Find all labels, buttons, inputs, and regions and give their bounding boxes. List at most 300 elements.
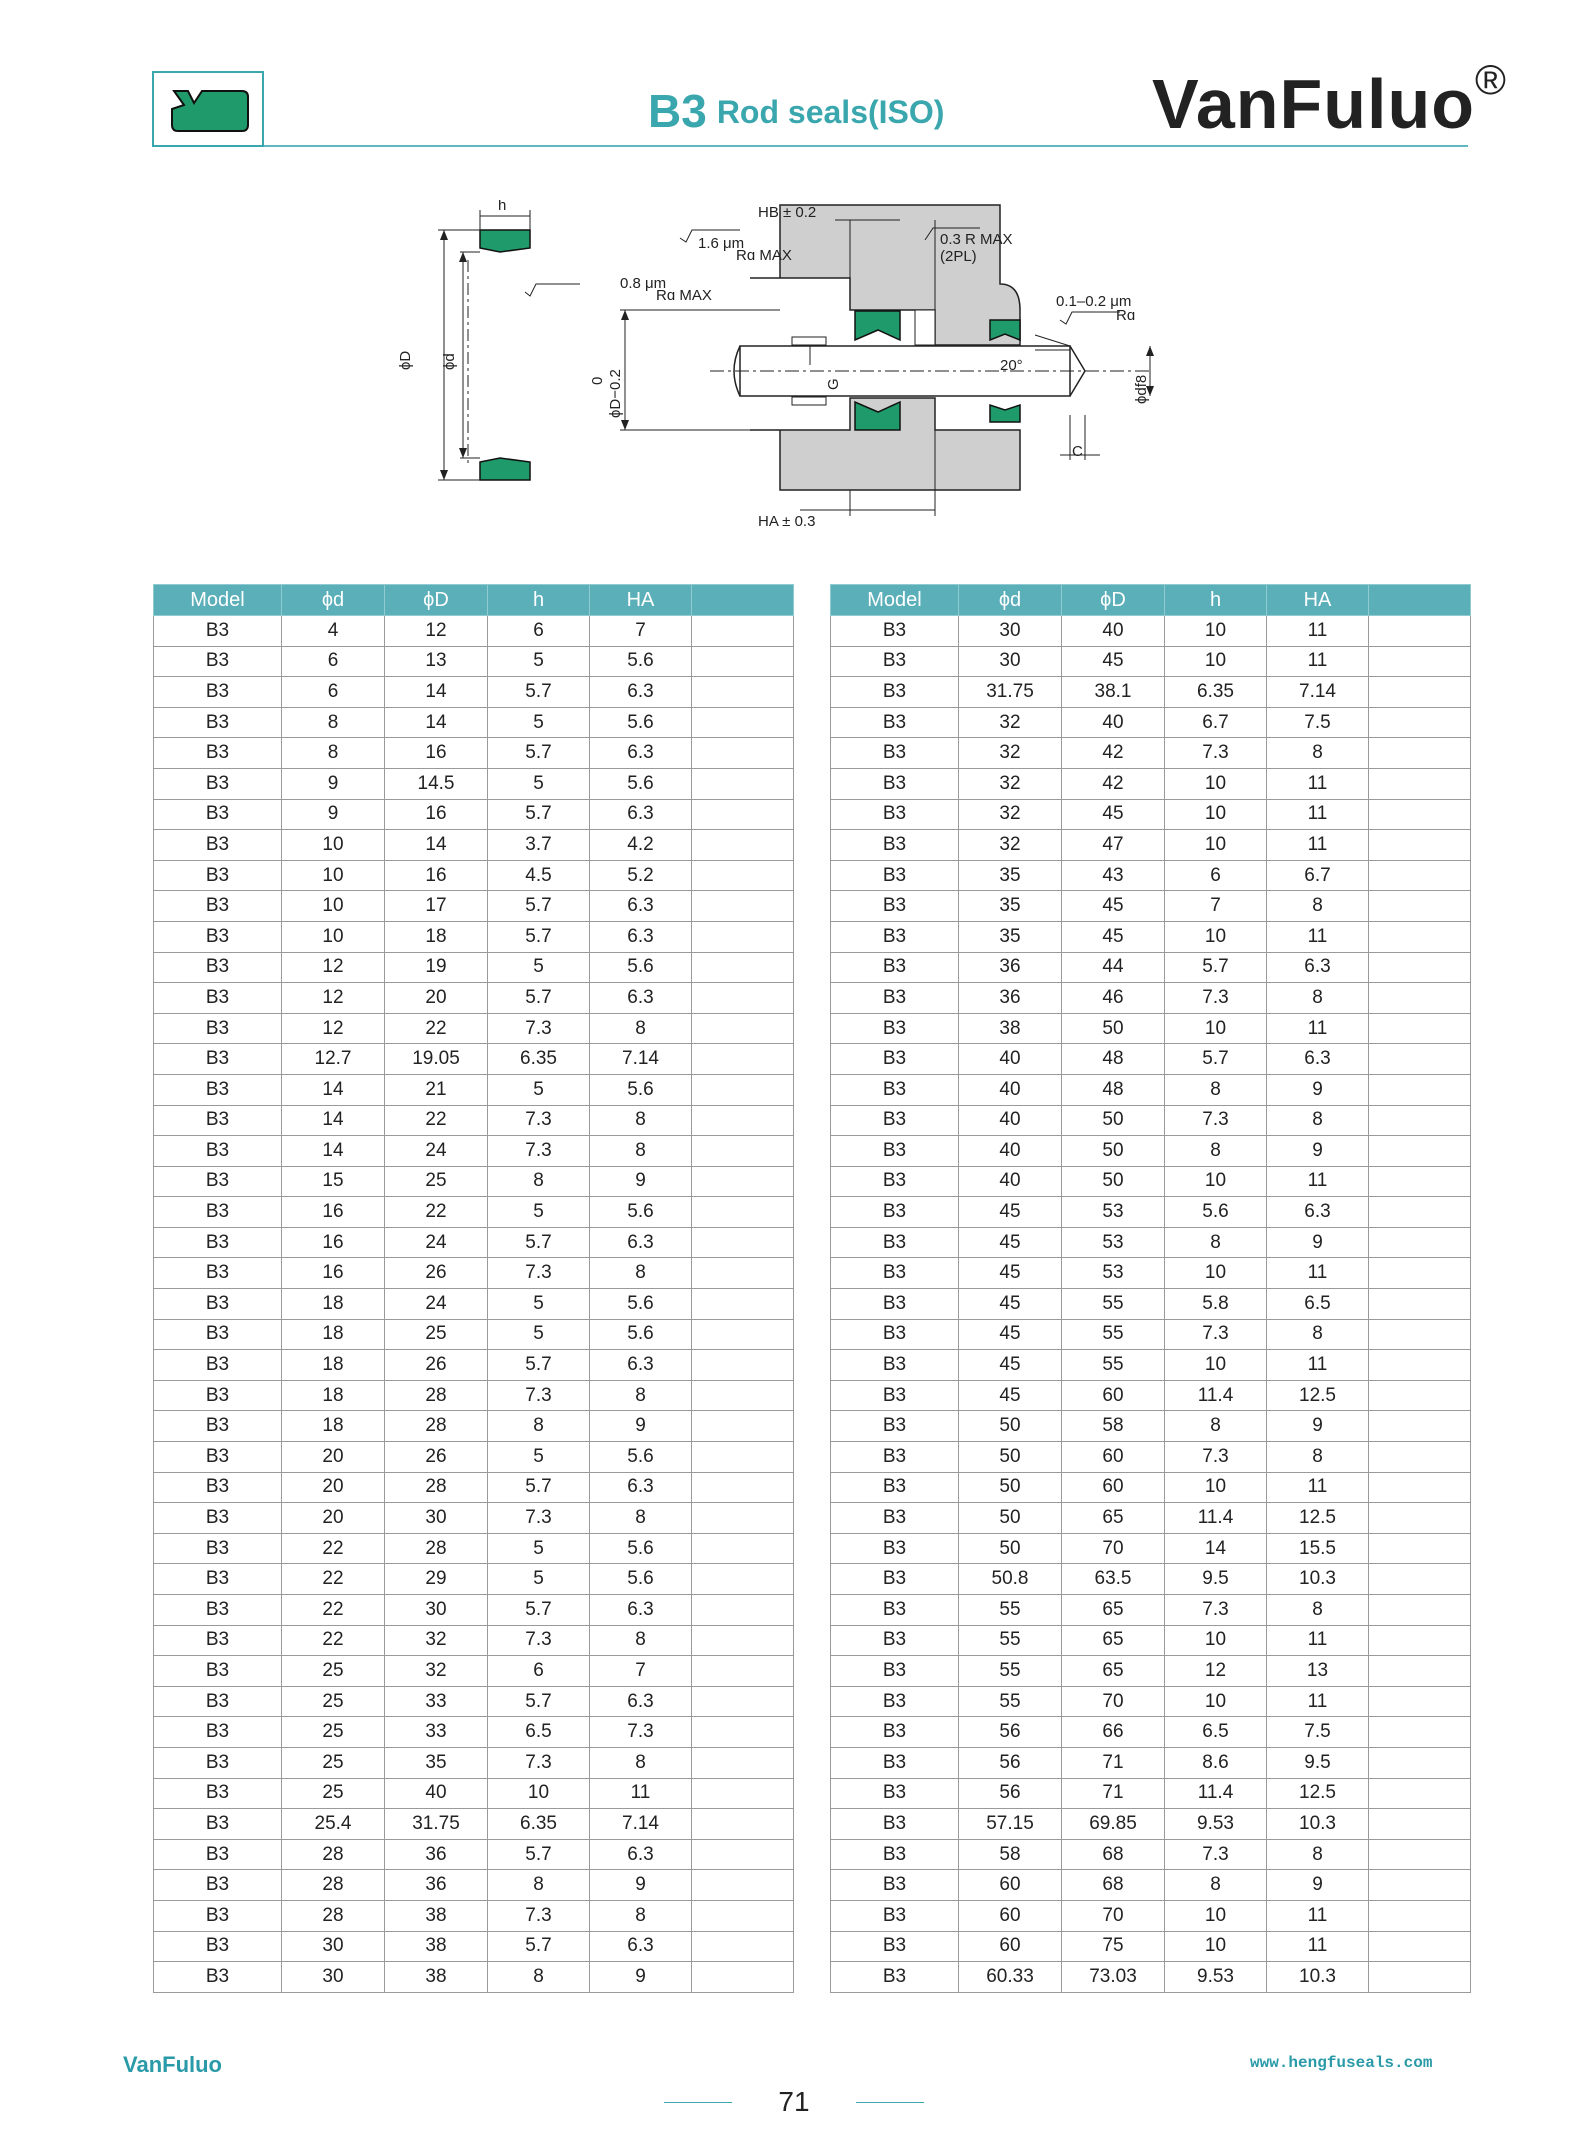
table-cell: 22 (282, 1533, 385, 1564)
table-cell: 14 (282, 1074, 385, 1105)
table-cell: B3 (154, 1289, 282, 1320)
table-cell: B3 (154, 1442, 282, 1473)
table-cell: 10 (1165, 1013, 1267, 1044)
table-row (154, 1625, 794, 1656)
table-cell (1369, 1778, 1471, 1809)
table-cell: 38 (385, 1962, 488, 1993)
table-cell: 29 (385, 1564, 488, 1595)
table-cell: 7.3 (488, 1380, 590, 1411)
table-cell: 50 (1062, 1105, 1165, 1136)
table-cell: 10 (1165, 1350, 1267, 1381)
table-cell: B3 (831, 1319, 959, 1350)
table-cell: 40 (1062, 707, 1165, 738)
table-cell: B3 (154, 616, 282, 647)
table-cell (692, 1931, 794, 1962)
dim-g: G (825, 378, 842, 390)
table-cell: B3 (831, 1533, 959, 1564)
table-cell: B3 (154, 1380, 282, 1411)
table-cell: 6.3 (590, 921, 692, 952)
table-cell: 5.8 (1165, 1289, 1267, 1320)
table-cell (1369, 1809, 1471, 1840)
table-cell: 9 (590, 1962, 692, 1993)
table-cell: 60 (1062, 1472, 1165, 1503)
table-cell: 10 (1165, 799, 1267, 830)
table-cell: 36 (959, 952, 1062, 983)
table-cell: 5.7 (1165, 1044, 1267, 1075)
table-cell: 6 (282, 677, 385, 708)
table-cell: 71 (1062, 1747, 1165, 1778)
table-cell (1369, 616, 1471, 647)
table-cell: B3 (831, 830, 959, 861)
table-cell: 7.3 (488, 1503, 590, 1534)
table-cell: B3 (154, 1686, 282, 1717)
table-cell: B3 (831, 1442, 959, 1473)
table-cell: B3 (154, 1717, 282, 1748)
table-row (154, 1503, 794, 1534)
table-cell: 6.3 (1267, 952, 1369, 983)
table-cell: 25 (282, 1747, 385, 1778)
table-cell (1369, 1197, 1471, 1228)
table-row (154, 1533, 794, 1564)
table-cell: 22 (282, 1625, 385, 1656)
column-header: HA (590, 585, 692, 616)
table-cell: 60.33 (959, 1962, 1062, 1993)
column-header: HA (1267, 585, 1369, 616)
column-header: h (1165, 585, 1267, 616)
table-cell: 30 (282, 1931, 385, 1962)
table-row (154, 707, 794, 738)
table-cell: 5.7 (488, 983, 590, 1014)
table-cell: B3 (154, 1900, 282, 1931)
table-cell: 8 (1267, 1595, 1369, 1626)
table-cell: 53 (1062, 1227, 1165, 1258)
table-cell: 18 (282, 1411, 385, 1442)
tol-zero: 0 (589, 376, 606, 385)
table-cell: 5.7 (488, 738, 590, 769)
table-cell: 6.3 (590, 1839, 692, 1870)
table-cell (692, 1625, 794, 1656)
table-cell (1369, 1717, 1471, 1748)
ra-08-max: Rɑ MAX (656, 287, 712, 304)
table-cell (1369, 1595, 1471, 1626)
table-cell: 7.3 (488, 1136, 590, 1167)
table-cell: 25 (282, 1717, 385, 1748)
table-cell (692, 1533, 794, 1564)
table-cell: 56 (959, 1717, 1062, 1748)
table-cell: 5.6 (590, 707, 692, 738)
table-cell (1369, 646, 1471, 677)
table-row (831, 1442, 1471, 1473)
table-cell: 26 (385, 1258, 488, 1289)
table-cell: 7.3 (1165, 738, 1267, 769)
table-cell: 32 (959, 830, 1062, 861)
dim-phidf8: ϕdf8 (1133, 374, 1150, 404)
table-cell: 6.5 (1165, 1717, 1267, 1748)
table-cell: 5.7 (488, 1839, 590, 1870)
table-cell: 18 (282, 1380, 385, 1411)
table-cell: B3 (831, 1656, 959, 1687)
table-cell: 65 (1062, 1625, 1165, 1656)
table-row (831, 1625, 1471, 1656)
table-cell: 35 (959, 891, 1062, 922)
column-header: ϕD (385, 585, 488, 616)
table-cell: 18 (282, 1350, 385, 1381)
table-row (831, 1686, 1471, 1717)
table-cell (1369, 983, 1471, 1014)
table-cell: B3 (831, 1839, 959, 1870)
table-cell: 4.2 (590, 830, 692, 861)
table-cell: 14 (385, 830, 488, 861)
table-cell: 68 (1062, 1839, 1165, 1870)
table-cell: 7.3 (1165, 1442, 1267, 1473)
table-row (831, 1380, 1471, 1411)
table-cell (692, 1442, 794, 1473)
table-cell: B3 (154, 830, 282, 861)
table-cell: B3 (831, 1166, 959, 1197)
table-cell: 5 (488, 1319, 590, 1350)
table-row (831, 1472, 1471, 1503)
table-cell: 10 (282, 891, 385, 922)
table-cell: 20 (282, 1442, 385, 1473)
table-cell: 55 (959, 1686, 1062, 1717)
table-cell (1369, 830, 1471, 861)
table-row (831, 1258, 1471, 1289)
table-cell: 25 (282, 1778, 385, 1809)
table-cell: B3 (154, 1013, 282, 1044)
table-cell: 38 (385, 1900, 488, 1931)
table-cell: B3 (831, 860, 959, 891)
seal-profile-icon (168, 85, 252, 137)
table-cell: 25 (282, 1656, 385, 1687)
table-cell: 11 (1267, 768, 1369, 799)
table-cell (1369, 1227, 1471, 1258)
table-cell: 50 (959, 1533, 1062, 1564)
table-cell: 14 (1165, 1533, 1267, 1564)
table-row (831, 1656, 1471, 1687)
table-cell: B3 (154, 1105, 282, 1136)
table-cell (692, 1839, 794, 1870)
table-cell: 5.7 (488, 799, 590, 830)
table-cell: 8 (1267, 1839, 1369, 1870)
table-cell: B3 (154, 1931, 282, 1962)
table-cell (692, 1319, 794, 1350)
table-cell: 45 (959, 1350, 1062, 1381)
table-cell (692, 1595, 794, 1626)
table-row (154, 1289, 794, 1320)
table-row (154, 1778, 794, 1809)
table-cell: 40 (959, 1105, 1062, 1136)
table-cell: 6.3 (590, 1595, 692, 1626)
table-cell: 24 (385, 1227, 488, 1258)
table-cell: 3.7 (488, 830, 590, 861)
table-cell: 5 (488, 768, 590, 799)
table-row (831, 1319, 1471, 1350)
table-row (154, 799, 794, 830)
table-cell: 75 (1062, 1931, 1165, 1962)
title-text: Rod seals(ISO) (716, 94, 945, 130)
table-cell: B3 (154, 1227, 282, 1258)
table-row (154, 1809, 794, 1840)
table-cell: 6.3 (590, 677, 692, 708)
table-cell: 31.75 (385, 1809, 488, 1840)
table-cell: 8 (590, 1105, 692, 1136)
table-cell: 10 (1165, 1931, 1267, 1962)
table-cell: 9 (1267, 1074, 1369, 1105)
table-cell: B3 (154, 1595, 282, 1626)
table-cell: B3 (154, 1411, 282, 1442)
table-cell: 43 (1062, 860, 1165, 891)
table-cell (692, 1197, 794, 1228)
table-cell: 6 (282, 646, 385, 677)
table-cell: 18 (282, 1289, 385, 1320)
table-cell: 12.5 (1267, 1778, 1369, 1809)
table-cell: B3 (831, 799, 959, 830)
table-cell: 8 (282, 738, 385, 769)
table-cell: 45 (1062, 891, 1165, 922)
table-cell: 11 (1267, 1931, 1369, 1962)
table-cell: 40 (959, 1136, 1062, 1167)
table-cell (1369, 1258, 1471, 1289)
table-cell: 6.3 (590, 1350, 692, 1381)
table-cell: 10 (282, 830, 385, 861)
table-cell: 8 (488, 1962, 590, 1993)
table-cell: 56 (959, 1747, 1062, 1778)
table-cell (692, 1962, 794, 1993)
table-cell: 8 (1165, 1870, 1267, 1901)
table-row (154, 1380, 794, 1411)
table-cell: B3 (831, 738, 959, 769)
table-cell: 5.6 (590, 1564, 692, 1595)
table-row (831, 738, 1471, 769)
table-cell (1369, 921, 1471, 952)
table-cell: 33 (385, 1717, 488, 1748)
table-cell (1369, 1625, 1471, 1656)
table-cell: 48 (1062, 1044, 1165, 1075)
table-cell: 5.6 (1165, 1197, 1267, 1228)
table-cell: 38 (959, 1013, 1062, 1044)
table-row (831, 1747, 1471, 1778)
table-cell: 8 (1267, 1105, 1369, 1136)
table-row (831, 1839, 1471, 1870)
table-cell: 10 (1165, 1686, 1267, 1717)
table-cell: 40 (959, 1044, 1062, 1075)
table-row (154, 677, 794, 708)
table-cell: 24 (385, 1136, 488, 1167)
table-cell: 11 (590, 1778, 692, 1809)
table-cell: 22 (385, 1197, 488, 1228)
table-cell: 57.15 (959, 1809, 1062, 1840)
table-cell: B3 (154, 1350, 282, 1381)
table-cell: 9 (590, 1411, 692, 1442)
table-row (154, 1319, 794, 1350)
table-cell: B3 (831, 1564, 959, 1595)
table-row (831, 1074, 1471, 1105)
table-row (831, 1105, 1471, 1136)
table-cell: 5.7 (1165, 952, 1267, 983)
table-cell (1369, 1564, 1471, 1595)
table-row (154, 1350, 794, 1381)
table-cell: B3 (154, 1503, 282, 1534)
table-row (831, 799, 1471, 830)
table-cell: 32 (959, 799, 1062, 830)
table-cell: 55 (1062, 1289, 1165, 1320)
table-cell: 6 (1165, 860, 1267, 891)
brand-logo (1152, 55, 1507, 144)
table-cell (692, 830, 794, 861)
table-cell: 10.3 (1267, 1962, 1369, 1993)
table-header-row (154, 585, 794, 616)
table-cell: 16 (385, 799, 488, 830)
table-cell: 16 (282, 1258, 385, 1289)
ra-16-max: Rɑ MAX (736, 247, 792, 264)
column-header: ϕd (959, 585, 1062, 616)
table-cell: 9 (1267, 1136, 1369, 1167)
table-cell: 11 (1267, 646, 1369, 677)
table-cell (1369, 1074, 1471, 1105)
table-cell: 6.35 (488, 1809, 590, 1840)
table-cell: 45 (959, 1227, 1062, 1258)
table-cell: B3 (831, 1625, 959, 1656)
table-row (154, 830, 794, 861)
table-cell: 7.3 (488, 1625, 590, 1656)
size-table-right (830, 584, 1471, 1993)
table-cell: 5.7 (488, 891, 590, 922)
table-row (154, 860, 794, 891)
table-cell: 10 (488, 1778, 590, 1809)
table-cell: 36 (959, 983, 1062, 1014)
table-cell: 5.6 (590, 1533, 692, 1564)
table-cell (1369, 677, 1471, 708)
table-cell: 32 (385, 1625, 488, 1656)
table-cell: B3 (831, 1289, 959, 1320)
table-cell: 22 (282, 1595, 385, 1626)
table-row (154, 1044, 794, 1075)
table-cell (692, 738, 794, 769)
table-row (831, 1503, 1471, 1534)
table-cell: 56 (959, 1778, 1062, 1809)
table-cell: 35 (959, 921, 1062, 952)
table-cell: 19 (385, 952, 488, 983)
table-cell: 70 (1062, 1533, 1165, 1564)
table-cell: 12 (282, 952, 385, 983)
table-cell: 35 (385, 1747, 488, 1778)
table-cell: 12 (282, 1013, 385, 1044)
table-cell (692, 1747, 794, 1778)
table-row (831, 1411, 1471, 1442)
dim-phiD: ϕD (397, 350, 414, 370)
table-cell: 5.7 (488, 1686, 590, 1717)
table-cell: B3 (154, 983, 282, 1014)
table-cell: B3 (831, 707, 959, 738)
table-cell: 14 (282, 1105, 385, 1136)
table-cell: 11.4 (1165, 1380, 1267, 1411)
footer-url[interactable]: www.hengfuseals.com (1250, 2054, 1433, 2072)
dim-phid: ϕd (441, 353, 458, 370)
table-cell: 9.53 (1165, 1809, 1267, 1840)
table-cell: B3 (831, 1595, 959, 1626)
table-cell: B3 (154, 1564, 282, 1595)
table-cell: B3 (154, 707, 282, 738)
table-cell (692, 1472, 794, 1503)
table-cell: B3 (154, 1044, 282, 1075)
table-cell: 30 (282, 1962, 385, 1993)
table-cell (1369, 768, 1471, 799)
table-cell: 9 (590, 1870, 692, 1901)
table-cell: 35 (959, 860, 1062, 891)
size-table-left (153, 584, 794, 1993)
table-cell: 6 (488, 616, 590, 647)
table-cell: 8 (1267, 891, 1369, 922)
table-cell: 9 (1267, 1411, 1369, 1442)
table-header-row (831, 585, 1471, 616)
table-cell: 8 (1165, 1411, 1267, 1442)
table-cell: B3 (154, 1656, 282, 1687)
table-cell: 11 (1267, 1166, 1369, 1197)
column-header (1369, 585, 1471, 616)
table-cell: 7 (590, 616, 692, 647)
table-cell (692, 891, 794, 922)
table-cell: 12 (282, 983, 385, 1014)
table-cell: 20 (385, 983, 488, 1014)
table-cell: 14 (282, 1136, 385, 1167)
table-cell: 4 (282, 616, 385, 647)
table-cell: 10 (1165, 768, 1267, 799)
chamfer-angle: 20° (1000, 357, 1023, 374)
table-cell: 12 (385, 616, 488, 647)
table-cell: 10 (1165, 1258, 1267, 1289)
table-cell: 10 (1165, 830, 1267, 861)
table-cell: 58 (959, 1839, 1062, 1870)
table-row (154, 1166, 794, 1197)
table-row (831, 677, 1471, 708)
seal-section-view (397, 200, 530, 480)
table-cell: B3 (154, 1809, 282, 1840)
table-cell: 19.05 (385, 1044, 488, 1075)
table-cell: 50 (959, 1472, 1062, 1503)
table-cell: 7.3 (488, 1013, 590, 1044)
table-cell: B3 (154, 1074, 282, 1105)
table-cell: 5.7 (488, 1227, 590, 1258)
table-cell (692, 1717, 794, 1748)
table-cell: 6.3 (590, 738, 692, 769)
table-cell: 5.6 (590, 1319, 692, 1350)
table-cell: 7 (590, 1656, 692, 1687)
table-cell: 5 (488, 1533, 590, 1564)
table-cell: 6.35 (488, 1044, 590, 1075)
table-cell (1369, 1472, 1471, 1503)
table-cell: 45 (959, 1319, 1062, 1350)
table-cell: B3 (831, 952, 959, 983)
table-cell: 50 (1062, 1013, 1165, 1044)
table-cell: 9.53 (1165, 1962, 1267, 1993)
table-cell: 65 (1062, 1656, 1165, 1687)
table-cell: 60 (959, 1870, 1062, 1901)
column-header: Model (154, 585, 282, 616)
table-cell: 18 (385, 921, 488, 952)
table-cell: 24 (385, 1289, 488, 1320)
table-cell: B3 (831, 1411, 959, 1442)
table-cell (692, 616, 794, 647)
table-row (831, 1166, 1471, 1197)
table-row (154, 1197, 794, 1228)
table-cell (1369, 799, 1471, 830)
table-cell: 5.7 (488, 1472, 590, 1503)
table-cell: 10 (1165, 1472, 1267, 1503)
installation-drawing (380, 200, 1180, 540)
table-cell: B3 (831, 768, 959, 799)
table-cell: B3 (154, 891, 282, 922)
table-cell (1369, 891, 1471, 922)
